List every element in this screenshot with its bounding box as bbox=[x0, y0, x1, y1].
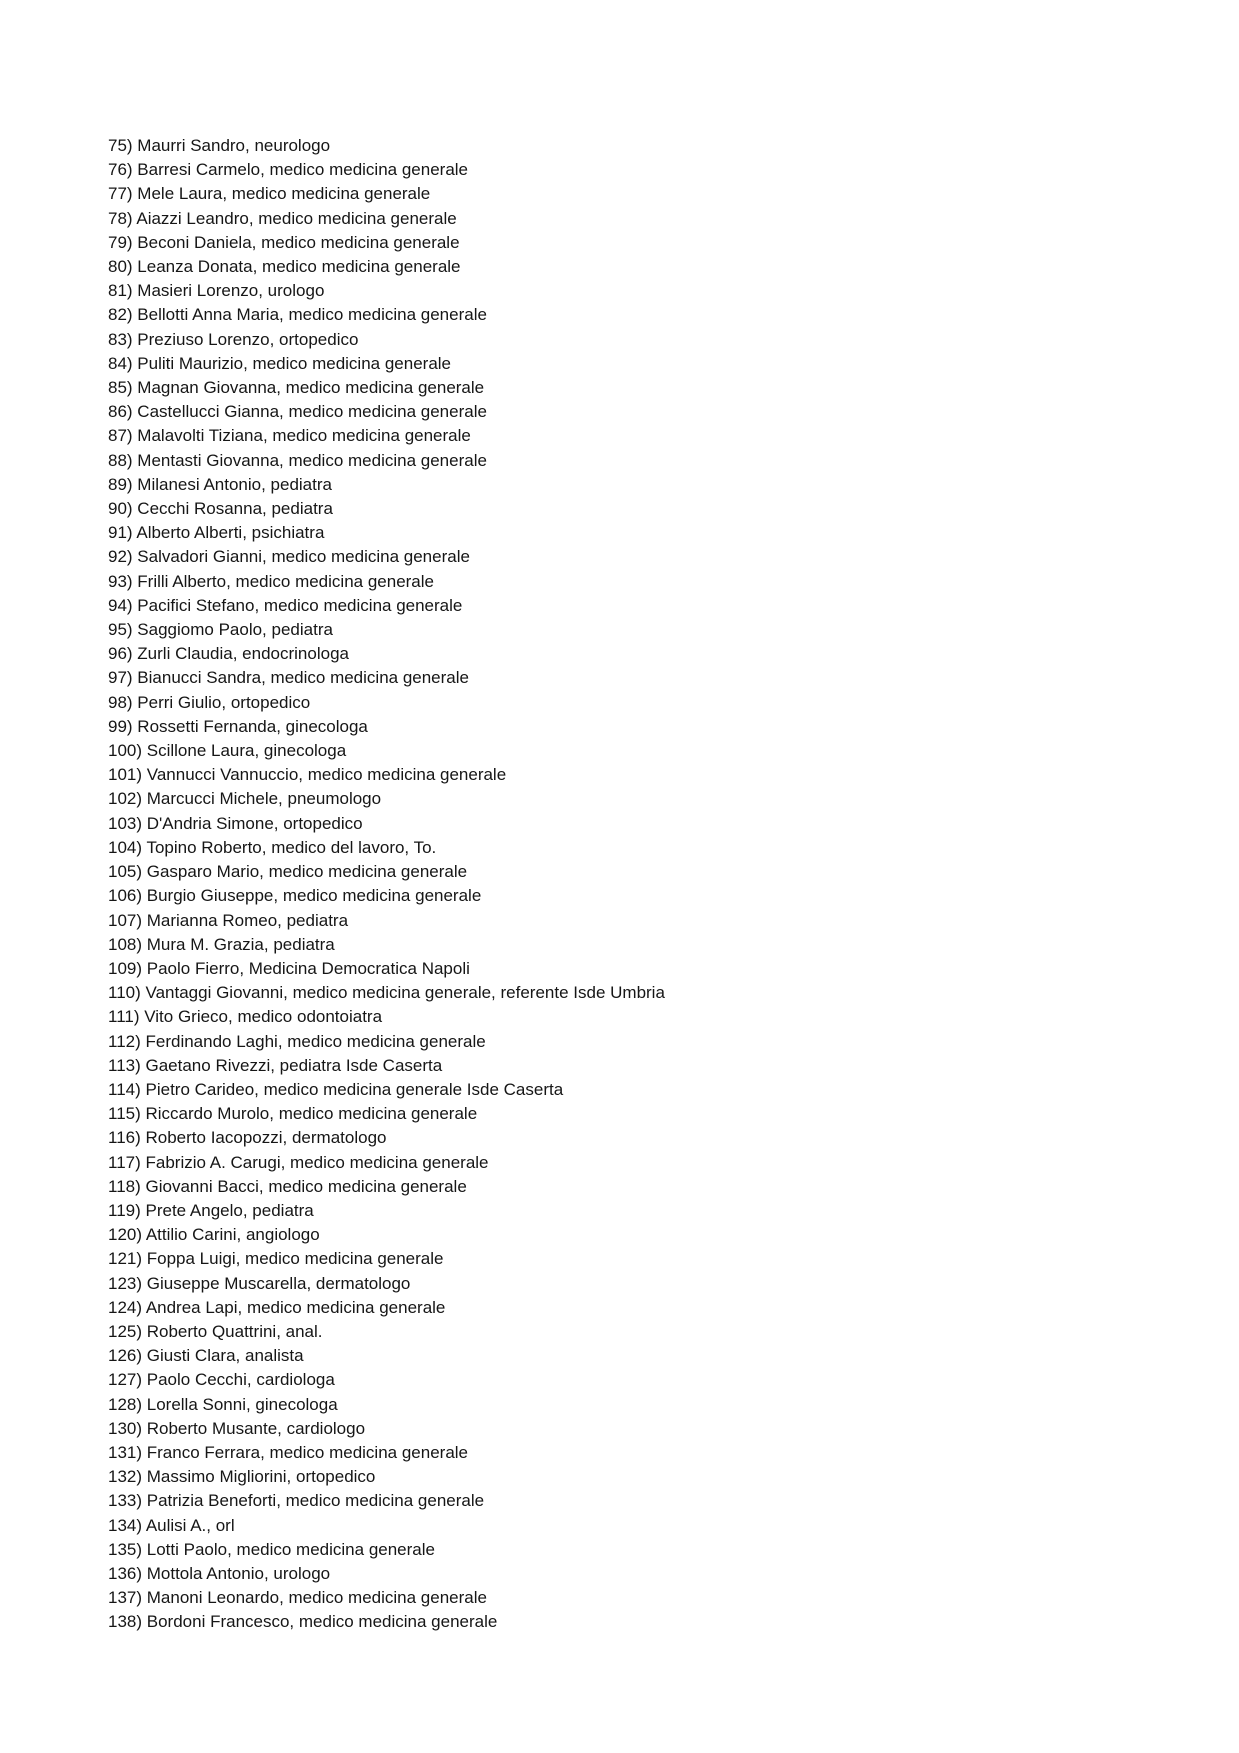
item-text: Maurri Sandro, neurologo bbox=[137, 136, 331, 155]
item-number: 110) bbox=[108, 983, 146, 1003]
list-item bbox=[108, 1489, 1199, 1513]
list-item bbox=[108, 642, 1199, 666]
item-text: Vito Grieco, medico odontoiatra bbox=[144, 1007, 383, 1027]
list-item bbox=[108, 1610, 1199, 1634]
item-number: 123) bbox=[108, 1273, 147, 1293]
list-item bbox=[108, 1151, 1199, 1175]
item-number: 102) bbox=[108, 789, 147, 809]
list-item bbox=[108, 1247, 1199, 1271]
item-number: 128) bbox=[108, 1394, 147, 1414]
item-text: Salvadori Gianni, medico medicina generale bbox=[137, 547, 470, 567]
item-text: Patrizia Beneforti, medico medicina generale bbox=[146, 1491, 485, 1511]
list-item bbox=[108, 1562, 1199, 1586]
item-text: Castellucci Gianna, medico medicina generale bbox=[137, 402, 487, 422]
item-text: Paolo Fierro, Medicina Democratica Napoli bbox=[146, 958, 470, 978]
item-text: Perri Giulio, ortopedico bbox=[137, 692, 311, 712]
item-number: 137) bbox=[108, 1588, 147, 1608]
item-number: 104) bbox=[108, 837, 147, 857]
item-text: Milanesi Antonio, pediatra bbox=[137, 474, 332, 494]
list-item bbox=[108, 570, 1199, 594]
item-text: Bellotti Anna Maria, medico medicina generale bbox=[137, 305, 487, 325]
item-number: 114) bbox=[108, 1079, 146, 1099]
item-number: 84) bbox=[108, 353, 138, 373]
item-text: Mura M. Grazia, pediatra bbox=[146, 934, 335, 954]
list-item bbox=[108, 1344, 1199, 1368]
item-number: 134) bbox=[108, 1515, 146, 1535]
list-item bbox=[108, 739, 1199, 763]
item-number: 76) bbox=[108, 160, 138, 180]
item-number: 117) bbox=[108, 1152, 146, 1172]
list-item bbox=[108, 618, 1199, 642]
item-text: Aiazzi Leandro, medico medicina generale bbox=[136, 208, 457, 228]
item-number: 136) bbox=[108, 1563, 147, 1583]
list-item bbox=[108, 1538, 1199, 1562]
list-item bbox=[108, 182, 1199, 206]
item-text: Marcucci Michele, pneumologo bbox=[146, 789, 382, 809]
item-number: 125) bbox=[108, 1321, 147, 1341]
item-number: 109) bbox=[108, 958, 147, 978]
item-text: Masieri Lorenzo, urologo bbox=[137, 281, 325, 301]
item-number: 111) bbox=[108, 1007, 145, 1027]
item-text: Foppa Luigi, medico medicina generale bbox=[146, 1249, 444, 1269]
item-text: Andrea Lapi, medico medicina generale bbox=[145, 1297, 446, 1317]
list-item bbox=[108, 1586, 1199, 1610]
list-item bbox=[108, 715, 1199, 739]
item-number: 96) bbox=[108, 644, 138, 664]
item-text: Topino Roberto, medico del lavoro, To. bbox=[146, 837, 437, 857]
list-item bbox=[108, 1368, 1199, 1392]
item-number: 85) bbox=[108, 378, 138, 398]
list-item bbox=[108, 1441, 1199, 1465]
item-number: 135) bbox=[108, 1539, 147, 1559]
item-number: 95) bbox=[108, 620, 138, 640]
list-item bbox=[108, 497, 1199, 521]
item-text: Burgio Giuseppe, medico medicina generale bbox=[146, 886, 482, 906]
item-number: 133) bbox=[108, 1491, 147, 1511]
item-text: Gaetano Rivezzi, pediatra Isde Caserta bbox=[145, 1055, 443, 1075]
item-number: 99) bbox=[108, 716, 138, 736]
item-number: 121) bbox=[108, 1249, 147, 1269]
list-item bbox=[108, 594, 1199, 618]
item-text: Puliti Maurizio, medico medicina generale bbox=[137, 353, 451, 373]
item-number: 130) bbox=[108, 1418, 147, 1438]
item-number: 88) bbox=[108, 450, 138, 470]
item-text: Roberto Musante, cardiologo bbox=[146, 1418, 366, 1438]
list-item bbox=[108, 981, 1199, 1005]
item-text: Mottola Antonio, urologo bbox=[146, 1563, 331, 1583]
item-number: 87) bbox=[108, 426, 138, 446]
item-text: Mentasti Giovanna, medico medicina generale bbox=[137, 450, 487, 470]
item-text: Prete Angelo, pediatra bbox=[145, 1200, 314, 1220]
list-item bbox=[108, 1417, 1199, 1441]
list-item bbox=[108, 691, 1199, 715]
item-text: Bordoni Francesco, medico medicina generale bbox=[146, 1612, 498, 1632]
list-item bbox=[108, 909, 1199, 933]
item-text: Beconi Daniela, medico medicina generale bbox=[137, 232, 460, 252]
list-item bbox=[108, 1272, 1199, 1296]
item-number: 112) bbox=[108, 1031, 146, 1051]
item-text: Pacifici Stefano, medico medicina generale bbox=[137, 595, 463, 615]
item-number: 97) bbox=[108, 668, 138, 688]
list-item bbox=[108, 1296, 1199, 1320]
list-item bbox=[108, 1514, 1199, 1538]
item-number: 118) bbox=[108, 1176, 146, 1196]
item-number: 86) bbox=[108, 402, 138, 422]
item-number: 100) bbox=[108, 741, 147, 761]
list-item bbox=[108, 376, 1199, 400]
item-text: Magnan Giovanna, medico medicina generale bbox=[137, 378, 485, 398]
list-item bbox=[108, 812, 1199, 836]
item-number: 80) bbox=[108, 257, 138, 277]
item-number: 124) bbox=[108, 1297, 146, 1317]
item-text: Cecchi Rosanna, pediatra bbox=[137, 499, 333, 519]
item-text: Giuseppe Muscarella, dermatologo bbox=[146, 1273, 411, 1293]
item-text: Vantaggi Giovanni, medico medicina generale, referente Isde Umbria bbox=[145, 983, 665, 1003]
item-number: 127) bbox=[108, 1370, 147, 1390]
item-text: Aulisi A., orl bbox=[145, 1515, 235, 1535]
list-item bbox=[108, 1393, 1199, 1417]
item-text: Mele Laura, medico medicina generale bbox=[137, 184, 431, 204]
list-item bbox=[108, 1126, 1199, 1150]
list-item bbox=[108, 763, 1199, 787]
item-text: D'Andria Simone, ortopedico bbox=[146, 813, 363, 833]
item-text: Roberto Quattrini, anal. bbox=[146, 1321, 323, 1341]
item-text: Barresi Carmelo, medico medicina generale bbox=[137, 160, 468, 180]
list-item bbox=[108, 1030, 1199, 1054]
item-number: 98) bbox=[108, 692, 138, 712]
item-text: Franco Ferrara, medico medicina generale bbox=[146, 1442, 469, 1462]
item-number: 115) bbox=[108, 1104, 146, 1124]
list-item bbox=[108, 666, 1199, 690]
item-text: Lotti Paolo, medico medicina generale bbox=[146, 1539, 435, 1559]
item-text: Manoni Leonardo, medico medicina generale bbox=[146, 1588, 487, 1608]
item-number: 131) bbox=[108, 1442, 147, 1462]
item-text: Malavolti Tiziana, medico medicina generale bbox=[137, 426, 471, 446]
item-text: Saggiomo Paolo, pediatra bbox=[137, 620, 333, 640]
item-number: 113) bbox=[108, 1055, 146, 1075]
list-item bbox=[108, 424, 1199, 448]
item-number: 106) bbox=[108, 886, 147, 906]
item-number: 132) bbox=[108, 1467, 147, 1487]
list-item bbox=[108, 1078, 1199, 1102]
list-item bbox=[108, 207, 1199, 231]
list-item bbox=[108, 957, 1199, 981]
list-item bbox=[108, 860, 1199, 884]
item-number: 119) bbox=[108, 1200, 146, 1220]
item-text: Paolo Cecchi, cardiologa bbox=[146, 1370, 335, 1390]
item-number: 91) bbox=[108, 523, 137, 543]
list-item bbox=[108, 1005, 1199, 1029]
item-number: 107) bbox=[108, 910, 147, 930]
list-item bbox=[108, 1199, 1199, 1223]
item-text: Alberto Alberti, psichiatra bbox=[136, 523, 325, 543]
list-item bbox=[108, 1320, 1199, 1344]
list-item bbox=[108, 933, 1199, 957]
item-number: 77) bbox=[108, 184, 138, 204]
list-item bbox=[108, 1175, 1199, 1199]
list-item bbox=[108, 158, 1199, 182]
list-item bbox=[108, 255, 1199, 279]
item-text: Giusti Clara, analista bbox=[146, 1346, 304, 1366]
item-number: 138) bbox=[108, 1612, 147, 1632]
item-text: Riccardo Murolo, medico medicina generale bbox=[145, 1104, 478, 1124]
item-text: Pietro Carideo, medico medicina generale Isde Caserta bbox=[145, 1079, 564, 1099]
list-item bbox=[108, 521, 1199, 545]
item-text: Fabrizio A. Carugi, medico medicina generale bbox=[145, 1152, 489, 1172]
item-number: 108) bbox=[108, 934, 147, 954]
item-number: 89) bbox=[108, 474, 138, 494]
item-text: Vannucci Vannuccio, medico medicina generale bbox=[146, 765, 507, 785]
list-item bbox=[108, 787, 1199, 811]
item-text: Massimo Migliorini, ortopedico bbox=[146, 1467, 376, 1487]
list-item bbox=[108, 279, 1199, 303]
list-item bbox=[108, 1102, 1199, 1126]
list-item bbox=[108, 884, 1199, 908]
doctor-list bbox=[108, 134, 1199, 1635]
item-number: 82) bbox=[108, 305, 138, 325]
list-item bbox=[108, 836, 1199, 860]
item-number: 78) bbox=[108, 208, 137, 228]
item-text: Leanza Donata, medico medicina generale bbox=[137, 257, 461, 277]
item-text: Frilli Alberto, medico medicina generale bbox=[137, 571, 434, 591]
item-text: Rossetti Fernanda, ginecologa bbox=[137, 716, 368, 736]
list-item bbox=[108, 449, 1199, 473]
item-text: Attilio Carini, angiologo bbox=[145, 1225, 320, 1245]
list-item bbox=[108, 352, 1199, 376]
list-item bbox=[108, 328, 1199, 352]
item-number: 103) bbox=[108, 813, 147, 833]
item-number: 79) bbox=[108, 232, 138, 252]
item-number: 126) bbox=[108, 1346, 147, 1366]
list-item bbox=[108, 134, 1199, 158]
list-item bbox=[108, 473, 1199, 497]
item-text: Marianna Romeo, pediatra bbox=[146, 910, 349, 930]
item-number: 92) bbox=[108, 547, 138, 567]
item-text: Ferdinando Laghi, medico medicina generale bbox=[145, 1031, 486, 1051]
item-number: 81) bbox=[108, 281, 138, 301]
item-text: Gasparo Mario, medico medicina generale bbox=[146, 862, 468, 882]
item-text: Zurli Claudia, endocrinologa bbox=[137, 644, 349, 664]
item-number: 90) bbox=[108, 499, 138, 519]
list-item bbox=[108, 1465, 1199, 1489]
item-number: 101) bbox=[108, 765, 147, 785]
item-number: 83) bbox=[108, 329, 138, 349]
item-number: 93) bbox=[108, 571, 138, 591]
item-number: 75) bbox=[108, 136, 138, 155]
item-text: Bianucci Sandra, medico medicina generale bbox=[137, 668, 469, 688]
item-text: Roberto Iacopozzi, dermatologo bbox=[145, 1128, 387, 1148]
list-item bbox=[108, 1223, 1199, 1247]
list-item bbox=[108, 231, 1199, 255]
item-text: Giovanni Bacci, medico medicina generale bbox=[145, 1176, 467, 1196]
list-item bbox=[108, 400, 1199, 424]
item-number: 105) bbox=[108, 862, 147, 882]
item-number: 116) bbox=[108, 1128, 146, 1148]
item-number: 120) bbox=[108, 1225, 146, 1245]
item-number: 94) bbox=[108, 595, 138, 615]
list-item bbox=[108, 1054, 1199, 1078]
item-text: Preziuso Lorenzo, ortopedico bbox=[137, 329, 359, 349]
item-text: Lorella Sonni, ginecologa bbox=[146, 1394, 338, 1414]
list-item bbox=[108, 303, 1199, 327]
list-item bbox=[108, 545, 1199, 569]
item-text: Scillone Laura, ginecologa bbox=[146, 741, 347, 761]
